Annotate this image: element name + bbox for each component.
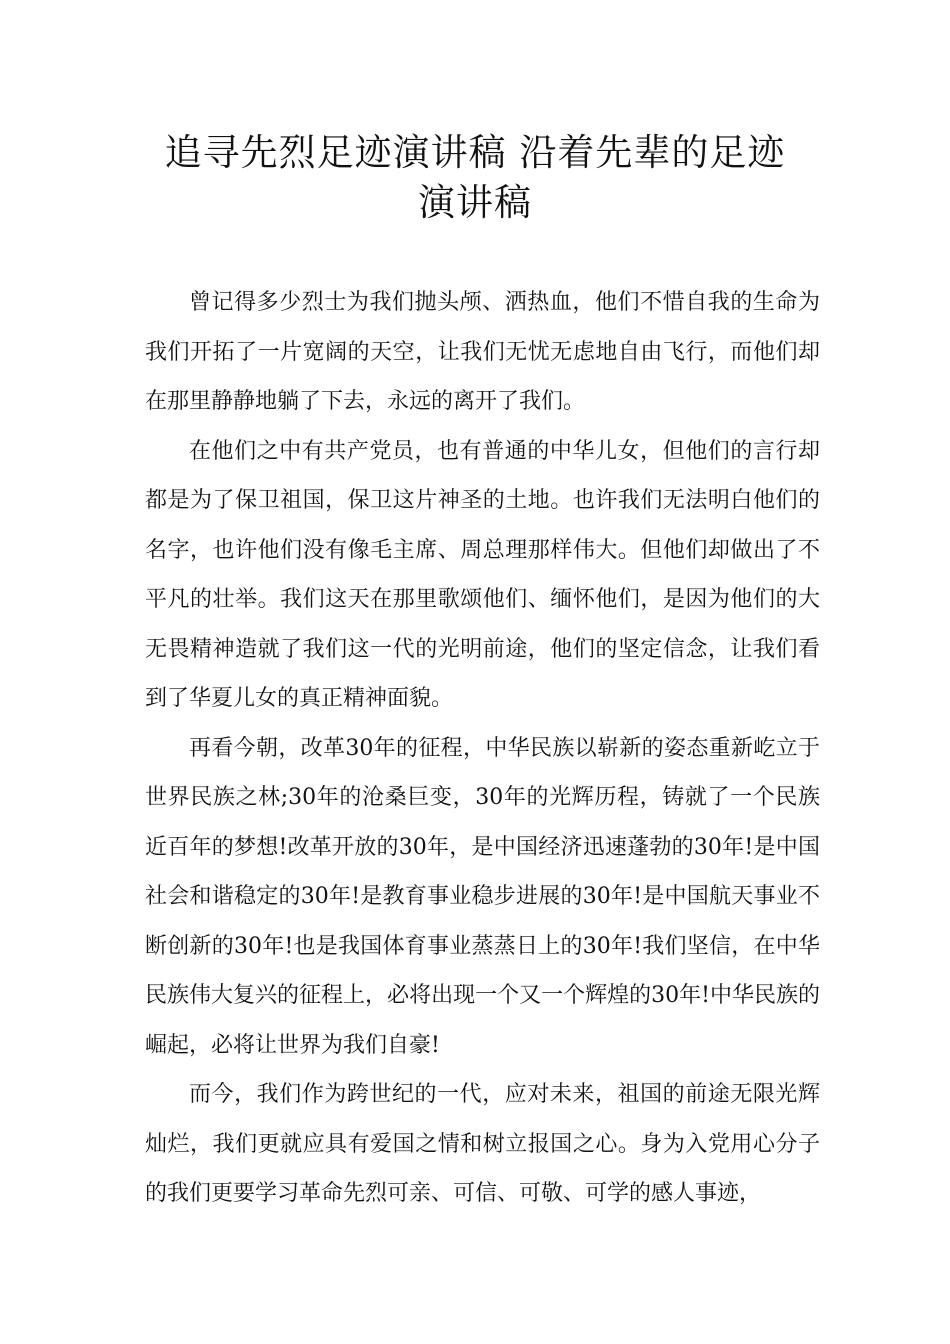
paragraph-3: 再看今朝，改革30年的征程，中华民族以崭新的姿态重新屹立于世界民族之林;30年的沧桑巨变，30年的光辉历程，铸就了一个民族近百年的梦想!改革开放的30年，是中国经济迅速蓬勃的30年!是中国社会和谐稳定的30年!是教育事业稳步进展的30年!是中国航天事业不断创新的30年!也是我国体育事业蒸蒸日上的30年!我们坚信，在中华民族伟大复兴的征程上，必将出现一个又一个辉煌的30年!中华民族的崛起，必将让世界为我们自豪!	[145, 735, 820, 1058]
document-title	[145, 128, 805, 228]
paragraph-1: 曾记得多少烈士为我们抛头颅、洒热血，他们不惜自我的生命为我们开拓了一片宽阔的天空，让我们无忧无虑地自由飞行，而他们却在那里静静地躺了下去，永远的离开了我们。	[145, 290, 820, 414]
paragraph-4: 而今，我们作为跨世纪的一代，应对未来，祖国的前途无限光辉灿烂，我们更就应具有爱国之情和树立报国之心。身为入党用心分子的我们更要学习革命先烈可亲、可信、可敬、可学的感人事迹，	[145, 1082, 820, 1206]
document-body	[145, 278, 820, 1219]
paragraph-2: 在他们之中有共产党员，也有普通的中华儿女，但他们的言行却都是为了保卫祖国，保卫这片神圣的土地。也许我们无法明白他们的名字，也许他们没有像毛主席、周总理那样伟大。但他们却做出了不平凡的壮举。我们这天在那里歌颂他们、缅怀他们，是因为他们的大无畏精神造就了我们这一代的光明前途，他们的坚定信念，让我们看到了华夏儿女的真正精神面貌。	[145, 438, 820, 711]
title-line-2: 演讲稿	[418, 181, 532, 224]
title-line-1: 追寻先烈足迹演讲稿 沿着先辈的足迹	[164, 131, 786, 174]
